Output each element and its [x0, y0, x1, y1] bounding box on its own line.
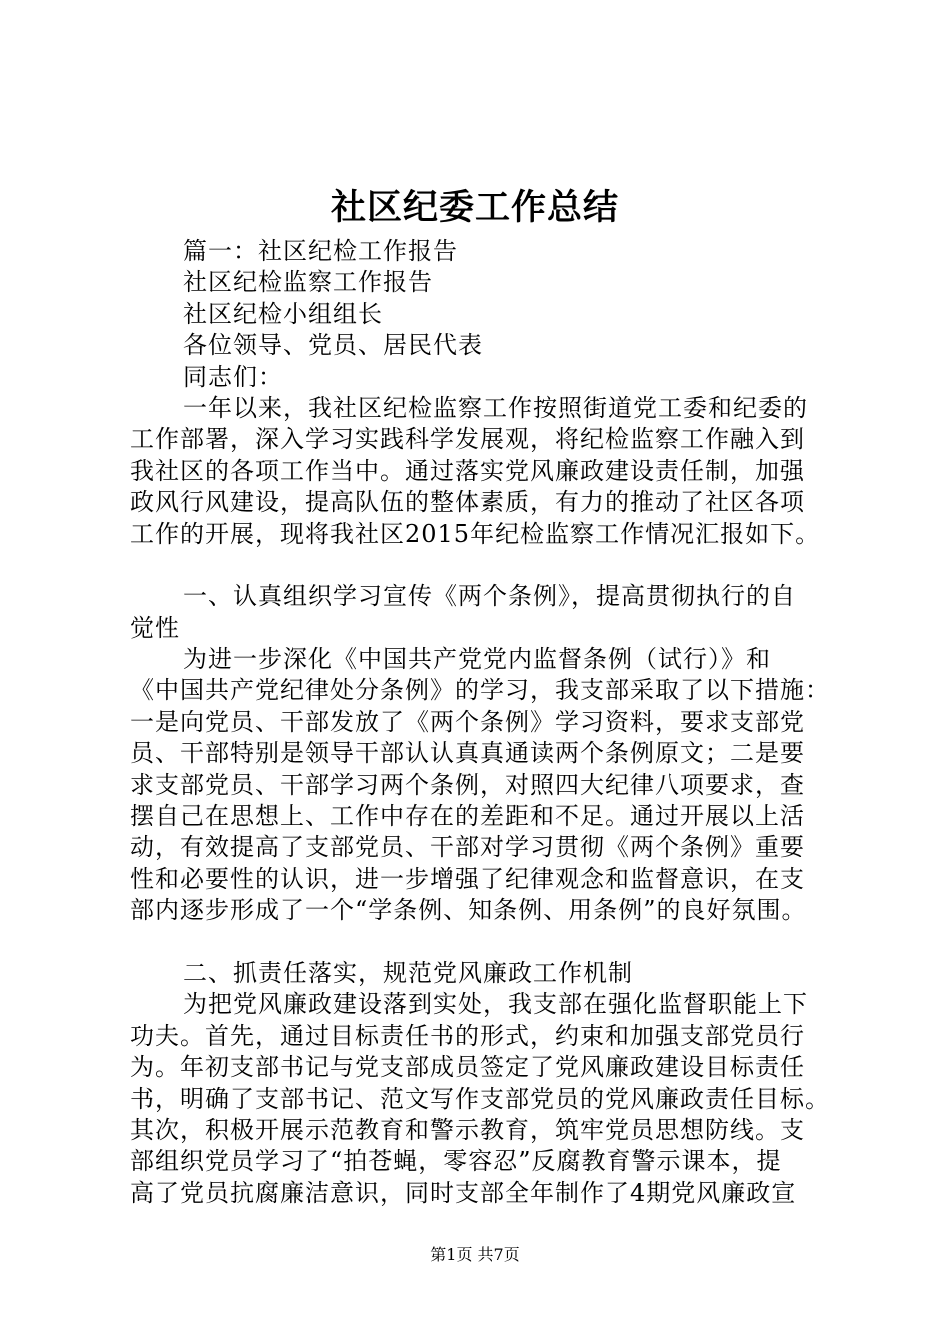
page-footer: 第1页 共7页	[430, 1245, 520, 1264]
blank-line	[130, 927, 850, 958]
text-line: 社区纪检小组组长	[183, 299, 383, 328]
text-line: 为把党风廉政建设落到实处，我支部在强化监督职能上下	[183, 990, 808, 1019]
text-line: 部内逐步形成了一个“学条例、知条例、用条例”的良好氛围。	[130, 896, 807, 925]
text-line: 性和必要性的认识，进一步增强了纪律观念和监督意识，在支	[130, 864, 805, 893]
text-line: 求支部党员、干部学习两个条例，对照四大纪律八项要求，查	[130, 770, 805, 799]
text-line: 一是向党员、干部发放了《两个条例》学习资料，要求支部党	[130, 707, 805, 736]
text-line: 员、干部特别是领导干部认认真真通读两个条例原文；二是要	[130, 739, 805, 768]
text-line: 二、抓责任落实，规范党风廉政工作机制	[183, 958, 633, 987]
document-body	[130, 236, 850, 1209]
text-line: 高了党员抗腐廉洁意识，同时支部全年制作了4期党风廉政宣	[130, 1178, 797, 1207]
text-line: 一、认真组织学习宣传《两个条例》，提高贯彻执行的自	[183, 582, 796, 611]
text-line: 工作部署，深入学习实践科学发展观，将纪检监察工作融入到	[130, 425, 805, 454]
text-line: 动，有效提高了支部党员、干部对学习贯彻《两个条例》重要	[130, 833, 805, 862]
text-line: 为进一步深化《中国共产党党内监督条例（试行）》和	[183, 645, 771, 674]
text-line: 其次，积极开展示范教育和警示教育，筑牢党员思想防线。支	[130, 1115, 805, 1144]
text-line: 篇一：社区纪检工作报告	[183, 237, 458, 265]
text-line: 为。年初支部书记与党支部成员签定了党风廉政建设目标责任	[130, 1053, 805, 1082]
text-line: 政风行风建设，提高队伍的整体素质，有力的推动了社区各项	[130, 488, 805, 517]
text-line: 同志们：	[183, 362, 283, 391]
text-line: 一年以来，我社区纪检监察工作按照街道党工委和纪委的	[183, 393, 808, 422]
text-line: 社区纪检监察工作报告	[183, 268, 433, 297]
text-line: 摆自己在思想上、工作中存在的差距和不足。通过开展以上活	[130, 802, 805, 831]
text-line: 我社区的各项工作当中。通过落实党风廉政建设责任制，加强	[130, 456, 805, 485]
text-line: 各位领导、党员、居民代表	[183, 331, 483, 360]
text-line: 书，明确了支部书记、范文写作支部党员的党风廉政责任目标。	[130, 1084, 830, 1113]
text-line: 部组织党员学习了“拍苍蝇，零容忍”反腐教育警示课本，提	[130, 1147, 782, 1176]
text-line: 功夫。首先，通过目标责任书的形式，约束和加强支部党员行	[130, 1021, 805, 1050]
text-line: 《中国共产党纪律处分条例》的学习，我支部采取了以下措施：	[130, 676, 830, 705]
text-line: 觉性	[130, 613, 180, 642]
text-line: 工作的开展，现将我社区2015年纪检监察工作情况汇报如下。	[130, 519, 821, 548]
document-title: 社区纪委工作总结	[330, 187, 619, 228]
blank-line	[130, 550, 850, 581]
